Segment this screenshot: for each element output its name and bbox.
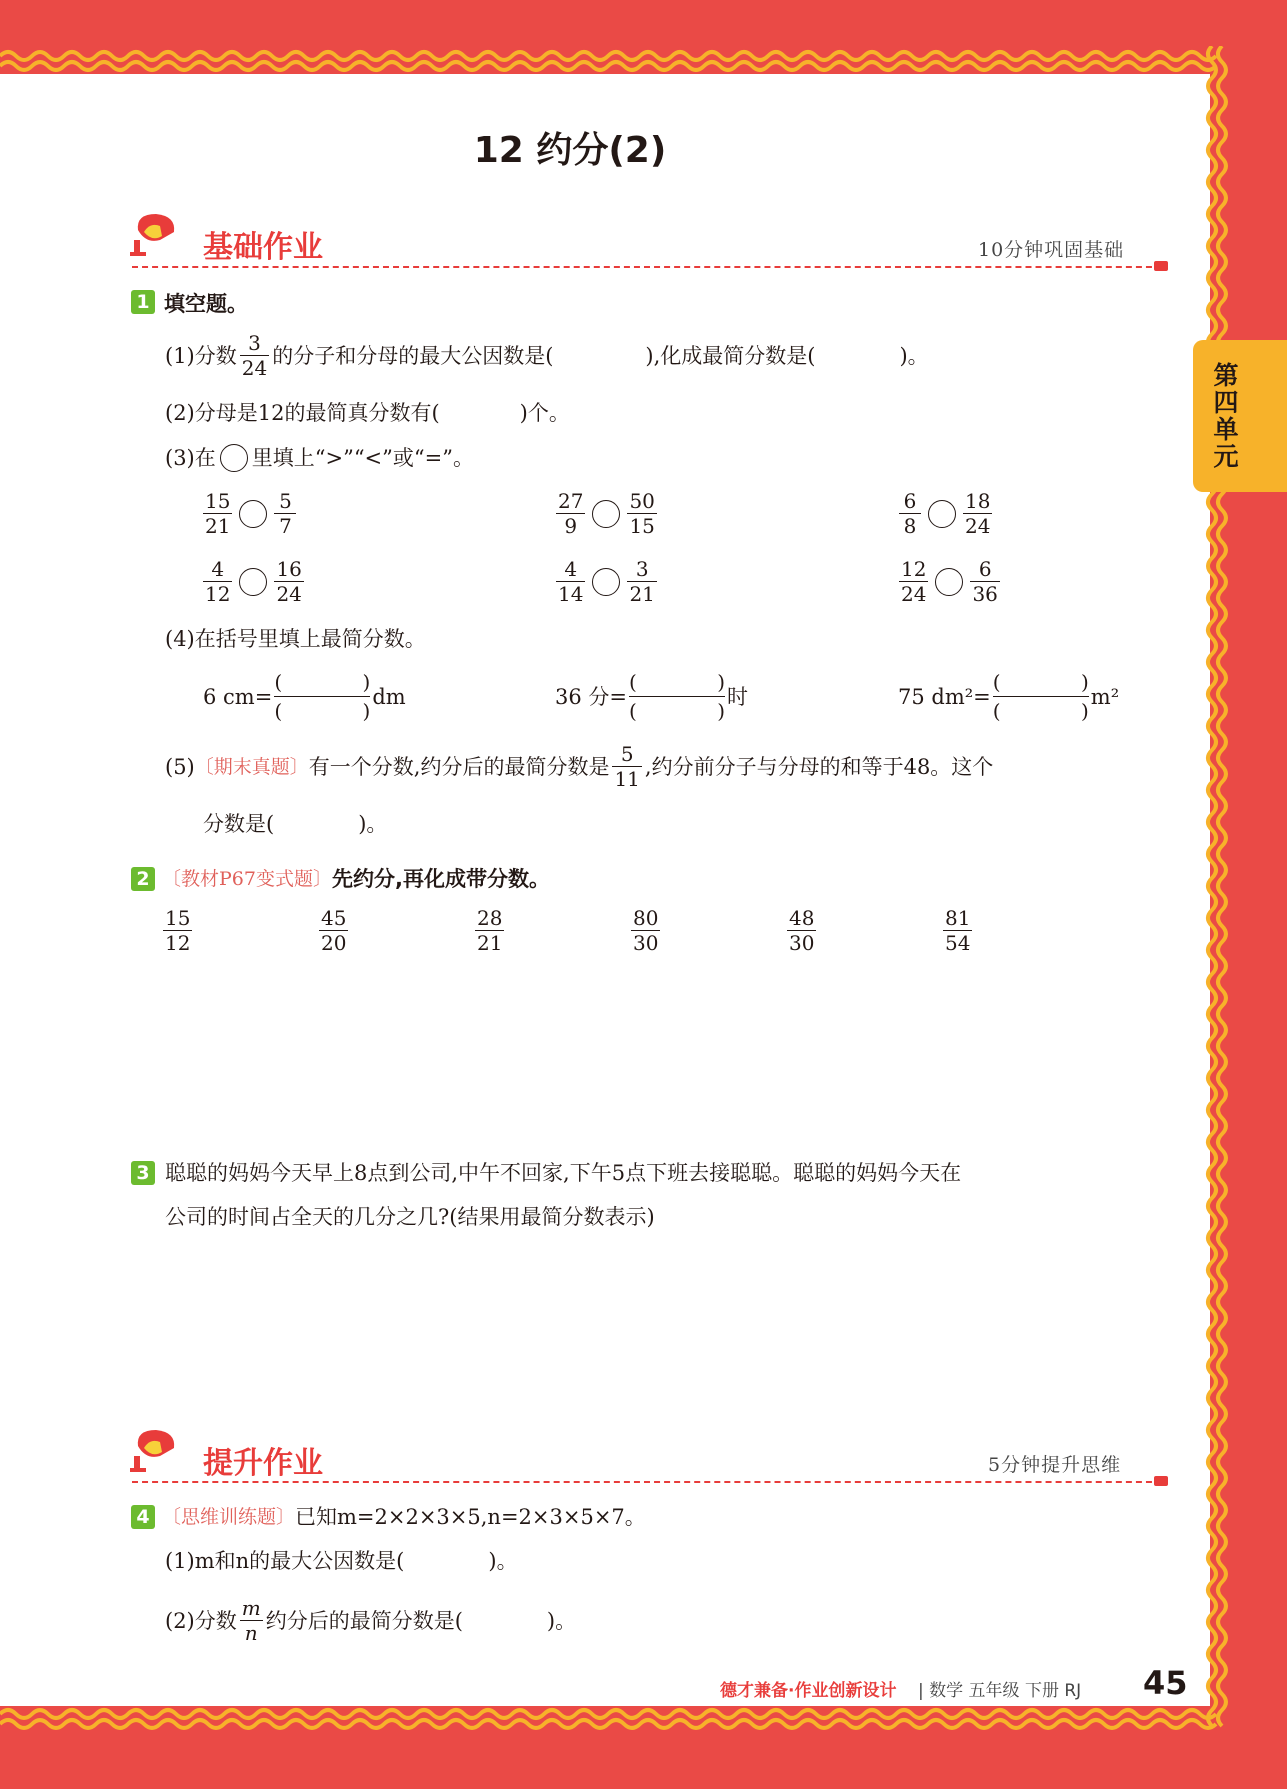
fraction	[899, 557, 928, 606]
paren-close: )	[362, 670, 371, 694]
fraction-denominator: 11	[614, 767, 640, 791]
fraction-denominator: 21	[477, 931, 503, 955]
fraction-numerator: 6	[903, 489, 917, 513]
section-hint-basic: 10分钟巩固基础	[978, 239, 1125, 261]
divider-endcap	[1154, 261, 1168, 271]
part-text: (2)分数	[165, 1608, 237, 1633]
part-text: 分数是(	[203, 812, 275, 836]
compare-item	[200, 557, 307, 606]
question-number-badge: 4	[131, 1505, 155, 1529]
compare-item	[896, 489, 995, 538]
compare-circle[interactable]	[592, 500, 620, 528]
fraction-denominator: 24	[965, 514, 991, 538]
fraction-numerator: 45	[321, 906, 347, 930]
convert-left: 36 分=	[555, 684, 627, 709]
fraction	[556, 489, 585, 538]
answer-numerator[interactable]	[993, 670, 1089, 694]
question-number-badge: 1	[131, 290, 155, 314]
fraction	[240, 331, 269, 380]
fraction-denominator: 30	[789, 931, 815, 955]
question-part	[165, 398, 570, 428]
fraction	[274, 489, 296, 538]
answer-numerator[interactable]	[629, 670, 725, 694]
fraction-denominator: 12	[205, 582, 231, 606]
answer-denominator[interactable]	[993, 699, 1089, 723]
fraction-numerator: 5	[620, 742, 634, 766]
paren-open: (	[629, 670, 637, 694]
fraction-numerator: 15	[205, 489, 231, 513]
convert-item	[203, 670, 406, 723]
fraction-denominator: 12	[165, 931, 191, 955]
fraction-denominator: 20	[321, 931, 347, 955]
fraction-numerator: 12	[901, 557, 927, 581]
fraction-numerator: 4	[211, 557, 225, 581]
source-tag: 〔思维训练题〕	[162, 1506, 296, 1528]
paren-close: )	[717, 699, 725, 723]
compare-item	[553, 489, 660, 538]
section-divider	[132, 266, 1162, 268]
part-text: 约分后的最简分数是(	[265, 1608, 463, 1633]
fraction-numerator: 27	[558, 489, 584, 513]
page-number: 45	[1143, 1664, 1188, 1702]
fraction-denominator: 24	[901, 582, 927, 606]
fraction	[963, 489, 992, 538]
part-text: (1)m和n的最大公因数是(	[165, 1549, 405, 1573]
paren-open: (	[274, 670, 283, 694]
question-part	[203, 809, 387, 839]
fraction-denominator: 54	[945, 931, 971, 955]
fraction-numerator: 3	[635, 557, 649, 581]
question-part	[165, 1546, 518, 1576]
question-part	[165, 742, 993, 791]
footer-info: | 数学 五年级 下册 RJ	[918, 1681, 1082, 1701]
compare-circle[interactable]	[239, 568, 267, 596]
fraction-bar	[629, 696, 725, 697]
compare-circle-example	[220, 444, 248, 472]
convert-item	[898, 670, 1119, 723]
fraction-numerator: 81	[945, 906, 971, 930]
wavy-border-bottom	[0, 1700, 1287, 1736]
fraction-numerator: 6	[978, 557, 992, 581]
paren-close: )	[717, 670, 725, 694]
part-text: )。	[899, 343, 929, 368]
paren-close: )	[362, 699, 371, 723]
convert-left: 6 cm=	[203, 684, 273, 709]
fraction	[203, 557, 232, 606]
paren-close: )	[1080, 670, 1089, 694]
convert-unit: dm	[372, 684, 406, 709]
question-part	[165, 624, 426, 654]
fraction-list	[160, 906, 195, 955]
answer-denominator[interactable]	[274, 699, 370, 723]
question-part	[165, 331, 929, 380]
fraction-denominator: 15	[629, 514, 655, 538]
part-text: (5)	[165, 754, 195, 779]
answer-fraction[interactable]	[629, 670, 725, 723]
fraction	[627, 557, 656, 606]
page-title: 12 约分(2)	[473, 130, 667, 171]
fraction-denominator: n	[244, 1621, 258, 1645]
unit-side-tab-label: 第四单元	[1213, 361, 1239, 471]
compare-circle[interactable]	[928, 500, 956, 528]
section-title-basic: 基础作业	[203, 230, 323, 265]
source-tag: 〔教材P67变式题〕	[162, 868, 332, 890]
paren-close: )	[1080, 699, 1089, 723]
compare-circle[interactable]	[935, 568, 963, 596]
fraction-numerator: 18	[965, 489, 991, 513]
question-heading: 填空题。	[164, 292, 248, 316]
fraction-numerator: 16	[276, 557, 302, 581]
fraction-numerator: 15	[165, 906, 191, 930]
fraction-list	[316, 906, 351, 955]
answer-denominator[interactable]	[629, 699, 725, 723]
fraction-list	[940, 906, 975, 955]
fraction-denominator: 9	[564, 514, 578, 538]
part-text: (4)在括号里填上最简分数。	[165, 627, 426, 651]
fraction	[787, 906, 816, 955]
section-divider	[132, 1481, 1162, 1483]
paren-open: (	[992, 699, 1001, 723]
part-text: ,约分前分子与分母的和等于48。这个	[644, 754, 994, 779]
convert-left: 75 dm²=	[898, 684, 991, 709]
lamp-icon	[130, 1426, 182, 1474]
fraction-denominator: 7	[279, 514, 292, 538]
section-title-advanced: 提升作业	[203, 1446, 323, 1481]
compare-item	[896, 557, 1003, 606]
compare-item	[553, 557, 660, 606]
part-text: )。	[488, 1549, 518, 1573]
fraction	[319, 906, 348, 955]
convert-unit: 时	[727, 684, 748, 709]
fraction	[274, 557, 303, 606]
fraction-numerator: 48	[789, 906, 815, 930]
fraction-numerator: 50	[629, 489, 655, 513]
question-text: 聪聪的妈妈今天早上8点到公司,中午不回家,下午5点下班去接聪聪。聪聪的妈妈今天在	[165, 1161, 962, 1185]
fraction-list	[628, 906, 663, 955]
question-part	[165, 443, 474, 473]
convert-unit: m²	[1090, 684, 1120, 709]
answer-numerator[interactable]	[274, 670, 370, 694]
answer-fraction[interactable]	[274, 670, 370, 723]
fraction-denominator: 24	[276, 582, 302, 606]
fraction-numerator: 3	[248, 331, 261, 355]
compare-circle[interactable]	[239, 500, 267, 528]
question-number-badge: 3	[131, 1161, 155, 1185]
fraction-denominator: 24	[241, 356, 268, 380]
answer-fraction[interactable]	[993, 670, 1089, 723]
paren-open: (	[992, 670, 1001, 694]
lamp-icon	[130, 210, 182, 258]
fraction	[943, 906, 972, 955]
part-text: (3)在	[165, 446, 216, 470]
convert-item	[555, 670, 748, 723]
question-part	[165, 1596, 576, 1645]
question-text: 公司的时间占全天的几分之几?(结果用最简分数表示)	[165, 1205, 655, 1229]
fraction-list	[784, 906, 819, 955]
compare-item	[200, 489, 299, 538]
fraction-denominator: 14	[558, 582, 584, 606]
part-text: )个。	[519, 401, 570, 425]
fraction-denominator: 30	[633, 931, 659, 955]
fraction-numerator: 80	[633, 906, 659, 930]
fraction-numerator: m	[241, 1596, 261, 1620]
fraction	[475, 906, 504, 955]
fraction-denominator: 21	[629, 582, 655, 606]
fraction-numerator: 5	[279, 489, 292, 513]
fraction	[631, 906, 660, 955]
fraction-denominator: 21	[205, 514, 231, 538]
question-heading-row	[162, 1502, 646, 1532]
fraction-bar	[993, 696, 1089, 697]
question-heading: 先约分,再化成带分数。	[331, 867, 550, 891]
fraction-bar	[274, 696, 370, 697]
fraction	[970, 557, 999, 606]
fraction	[203, 489, 232, 538]
fraction	[627, 489, 656, 538]
divider-endcap	[1154, 1476, 1168, 1486]
fraction	[612, 742, 641, 791]
fraction-denominator: 36	[972, 582, 998, 606]
fraction	[556, 557, 585, 606]
section-hint-advanced: 5分钟提升思维	[988, 1454, 1122, 1476]
paren-open: (	[629, 699, 637, 723]
fraction	[899, 489, 921, 538]
question-number-badge: 2	[131, 867, 155, 891]
question-heading-row	[162, 864, 550, 894]
part-text: 的分子和分母的最大公因数是(	[272, 343, 554, 368]
part-text: 有一个分数,约分后的最简分数是	[308, 754, 610, 779]
part-text: )。	[358, 812, 388, 836]
paren-open: (	[274, 699, 283, 723]
part-text: (2)分母是12的最简真分数有(	[165, 401, 440, 425]
part-text: )。	[546, 1608, 577, 1633]
fraction	[240, 1596, 263, 1645]
fraction-denominator: 8	[903, 514, 917, 538]
part-text: ),化成最简分数是(	[645, 343, 816, 368]
question-heading: 已知m=2×2×3×5,n=2×3×5×7。	[295, 1505, 646, 1529]
fraction-numerator: 4	[564, 557, 578, 581]
part-text: (1)分数	[165, 343, 237, 368]
fraction-numerator: 28	[477, 906, 503, 930]
source-tag: 〔期末真题〕	[194, 755, 309, 778]
wavy-border-right	[1200, 46, 1236, 1736]
fraction	[163, 906, 192, 955]
fraction-list	[472, 906, 507, 955]
part-text: 里填上“>”“<”或“=”。	[251, 446, 474, 470]
footer-brand: 德才兼备·作业创新设计	[720, 1681, 897, 1701]
compare-circle[interactable]	[592, 568, 620, 596]
